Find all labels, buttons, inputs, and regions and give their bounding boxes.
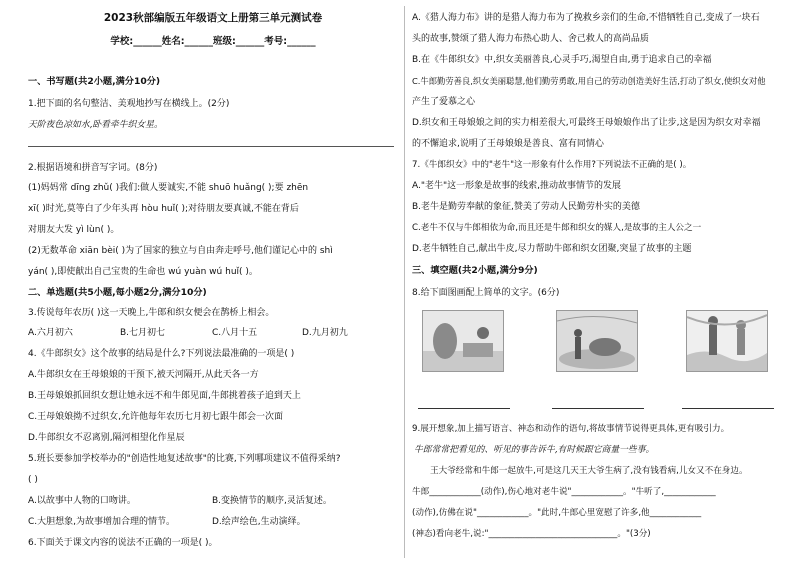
q4-option-a[interactable]: A.牛郎织女在王母娘娘的干预下,被天河隔开,从此天各一方 <box>28 370 259 380</box>
q7-prompt: 7.《牛郎织女》中的"老牛"这一形象有什么作用?下列说法不正确的是( )。 <box>412 160 692 170</box>
q7-option-c[interactable]: C.老牛不仅与牛郎相依为命,而且还是牛郎和织女的媒人,是故事的主人公之一 <box>412 223 702 233</box>
q4-option-d[interactable]: D.牛郎织女不忍离别,隔河相望化作星辰 <box>28 433 185 443</box>
q5-option-d[interactable]: D.绘声绘色,生动演绎。 <box>212 517 306 527</box>
illustration-3-caption-line[interactable] <box>682 408 774 409</box>
q6-option-d-line-2: 的不懈追求,说明了王母娘娘是善良、富有同情心 <box>412 139 604 149</box>
q7-option-a[interactable]: A."老牛"这一形象是故事的线索,推动故事情节的发展 <box>412 181 622 191</box>
illustration-1-caption-line[interactable] <box>418 408 510 409</box>
q6-option-c-line-1[interactable]: C.牛郎勤劳善良,织女美丽聪慧,他们勤劳勇敢,用自己的劳动创造美好生活,打动了织女,使织女对他 <box>412 76 766 86</box>
q3-option-c[interactable]: C.八月十五 <box>212 328 258 338</box>
q5-prompt: 5.班长要参加学校举办的"创造性地复述故事"的比赛,下列哪项建议不值得采纳? <box>28 454 341 464</box>
q3-option-b[interactable]: B.七月初七 <box>120 328 166 338</box>
q6-prompt: 6.下面关于课文内容的说法不正确的一项是( )。 <box>28 538 218 548</box>
q9-handwritten-example: 牛郎常常把看见的、听见的事告诉牛,有时候跟它商量一些事。 <box>414 445 655 455</box>
q2-line-4: (2)无数革命 xiān bèi( )为了国家的独立与自由奔走呼号,他们谨记心中的 shì <box>28 246 333 256</box>
illustration-1-image <box>422 310 504 372</box>
q2-line-3: 对朋友大发 yì lùn( )。 <box>28 225 120 235</box>
q5-option-a[interactable]: A.以故事中人物的口吻讲。 <box>28 496 136 506</box>
q5-option-b[interactable]: B.变换情节的顺序,灵活复述。 <box>212 496 332 506</box>
right-column <box>412 0 784 562</box>
q2-prompt: 2.根据语境和拼音写字词。(8分) <box>28 163 158 173</box>
q3-prompt: 3.传说每年农历( )这一天晚上,牛郎和织女便会在鹊桥上相会。 <box>28 308 275 318</box>
q8-prompt: 8.给下面图画配上简单的文字。(6分) <box>412 288 560 298</box>
section-1-heading: 一、书写题(共2小题,满分10分) <box>28 76 161 87</box>
q9-story-line-2[interactable]: 牛郎____________(动作),伤心地对老牛说"____________。"牛听了,____________ <box>412 487 716 497</box>
q1-answer-line[interactable] <box>28 146 394 147</box>
q9-story-line-3[interactable]: (动作),仿佛在说"____________。"此时,牛郎心里宽慰了许多,他____________ <box>412 508 702 518</box>
section-2-heading: 二、单选题(共5小题,每小题2分,满分10分) <box>28 287 207 298</box>
q2-line-1: (1)妈妈常 dīng zhǔ( )我们:做人要诚实,不能 shuō huǎng( );要 zhēn <box>28 183 309 193</box>
q9-story-line-1: 王大爷经常和牛郎一起放牛,可是这几天王大爷生病了,没有钱看病,儿女又不在身边。 <box>430 466 748 476</box>
q1-prompt: 1.把下面的名句整洁、美观地抄写在横线上。(2分) <box>28 99 230 109</box>
q6-option-d-line-1[interactable]: D.织女和王母娘娘之间的实力相差很大,可最终王母娘娘作出了让步,这是因为织女对幸福 <box>412 118 761 128</box>
q4-prompt: 4.《牛郎织女》这个故事的结局是什么?下列说法最准确的一项是( ) <box>28 349 295 359</box>
q6-option-a-line-1[interactable]: A.《猎人海力布》讲的是猎人海力布为了挽救乡亲们的生命,不惜牺牲自己,变成了一块石 <box>412 13 760 23</box>
q1-handwritten-text: 天阶夜色凉如水,卧看牵牛织女星。 <box>28 120 163 130</box>
q4-option-c[interactable]: C.王母娘娘拗不过织女,允许他每年农历七月初七跟牛郎会一次面 <box>28 412 284 422</box>
page-title: 2023秋部编版五年级语文上册第三单元测试卷 <box>103 12 323 24</box>
q5-option-c[interactable]: C.大胆想象,为故事增加合理的情节。 <box>28 517 176 527</box>
q5-answer-paren: ( ) <box>28 475 38 485</box>
q4-option-b[interactable]: B.王母娘娘抓回织女想让她永远不和牛郎见面,牛郎挑着孩子追到天上 <box>28 391 301 401</box>
illustration-2-image <box>556 310 638 372</box>
q7-option-d[interactable]: D.老牛牺牲自己,献出牛皮,尽力帮助牛郎和织女团聚,突显了故事的主题 <box>412 244 692 254</box>
q2-line-2: xī( )时光,莫等白了少年头再 hòu huǐ( );对待朋友要真诚,不能在背后 <box>28 204 299 214</box>
left-column <box>28 0 398 562</box>
q3-option-a[interactable]: A.六月初六 <box>28 328 73 338</box>
illustration-3-image <box>686 310 768 372</box>
illustration-2-caption-line[interactable] <box>552 408 644 409</box>
q2-line-5: yán( ),即使献出自己宝贵的生命也 wú yuàn wú huǐ( )。 <box>28 267 258 277</box>
student-info-line: 学校:______姓名:______班级:______考号:______ <box>110 36 316 47</box>
section-3-heading: 三、填空题(共2小题,满分9分) <box>412 265 538 276</box>
q7-option-b[interactable]: B.老牛是勤劳奉献的象征,赞美了劳动人民勤劳朴实的美德 <box>412 202 640 212</box>
q9-story-line-4[interactable]: (神态)看向老牛,说:"______________________________。"(3分) <box>412 529 651 539</box>
q6-option-b[interactable]: B.在《牛郎织女》中,织女美丽善良,心灵手巧,渴望自由,勇于追求自己的幸福 <box>412 55 712 65</box>
q3-option-d[interactable]: D.九月初九 <box>302 328 348 338</box>
q6-option-a-line-2: 头的故事,赞颂了猎人海力布热心助人、舍己救人的高尚品质 <box>412 34 649 44</box>
column-divider <box>404 6 405 558</box>
q6-option-c-line-2: 产生了爱慕之心 <box>412 97 476 107</box>
q9-prompt: 9.展开想象,加上描写语言、神态和动作的语句,将故事情节说得更具体,更有吸引力。 <box>412 424 730 434</box>
